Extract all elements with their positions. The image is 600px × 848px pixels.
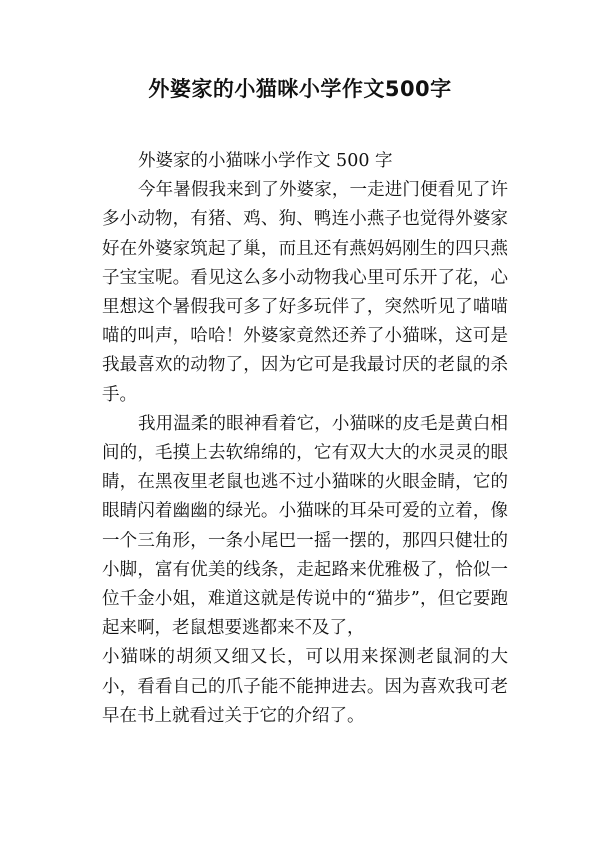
document-title: 外婆家的小猫咪小学作文500字: [148, 77, 452, 101]
document-body: [102, 147, 508, 731]
paragraph-continuation: 小猫咪的胡须又细又长，可以用来探测老鼠洞的大小，看看自己的爪子能不能抻进去。因为喜欢我可老早在书上就看过关于它的介绍了。: [102, 647, 508, 726]
document-subtitle: 外婆家的小猫咪小学作文 500 字: [138, 151, 393, 171]
paragraph: 今年暑假我来到了外婆家，一走进门便看见了许多小动物，有猪、鸡、狗、鸭连小燕子也觉得外婆家好在外婆家筑起了巢，而且还有燕妈妈刚生的四只燕子宝宝呢。看见这么多小动物我心里可乐开了花，心里想这个暑假我可多了好多玩伴了，突然听见了喵喵喵的叫声，哈哈！外婆家竟然还养了小猫咪，这可是我最喜欢的动物了，因为它可是我最讨厌的老鼠的杀手。: [102, 180, 508, 405]
paragraph: 我用温柔的眼神看着它，小猫咪的皮毛是黄白相间的，毛摸上去软绵绵的，它有双大大的水灵灵的眼睛，在黑夜里老鼠也逃不过小猫咪的火眼金睛，它的眼睛闪着幽幽的绿光。小猫咪的耳朵可爱的立着，像一个三角形，一条小尾巴一摇一摆的，那四只健壮的小脚，富有优美的线条，走起路来优雅极了，恰似一位千金小姐，难道这就是传说中的“猫步”，但它要跑起来啊，老鼠想要逃都来不及了，: [102, 413, 508, 639]
